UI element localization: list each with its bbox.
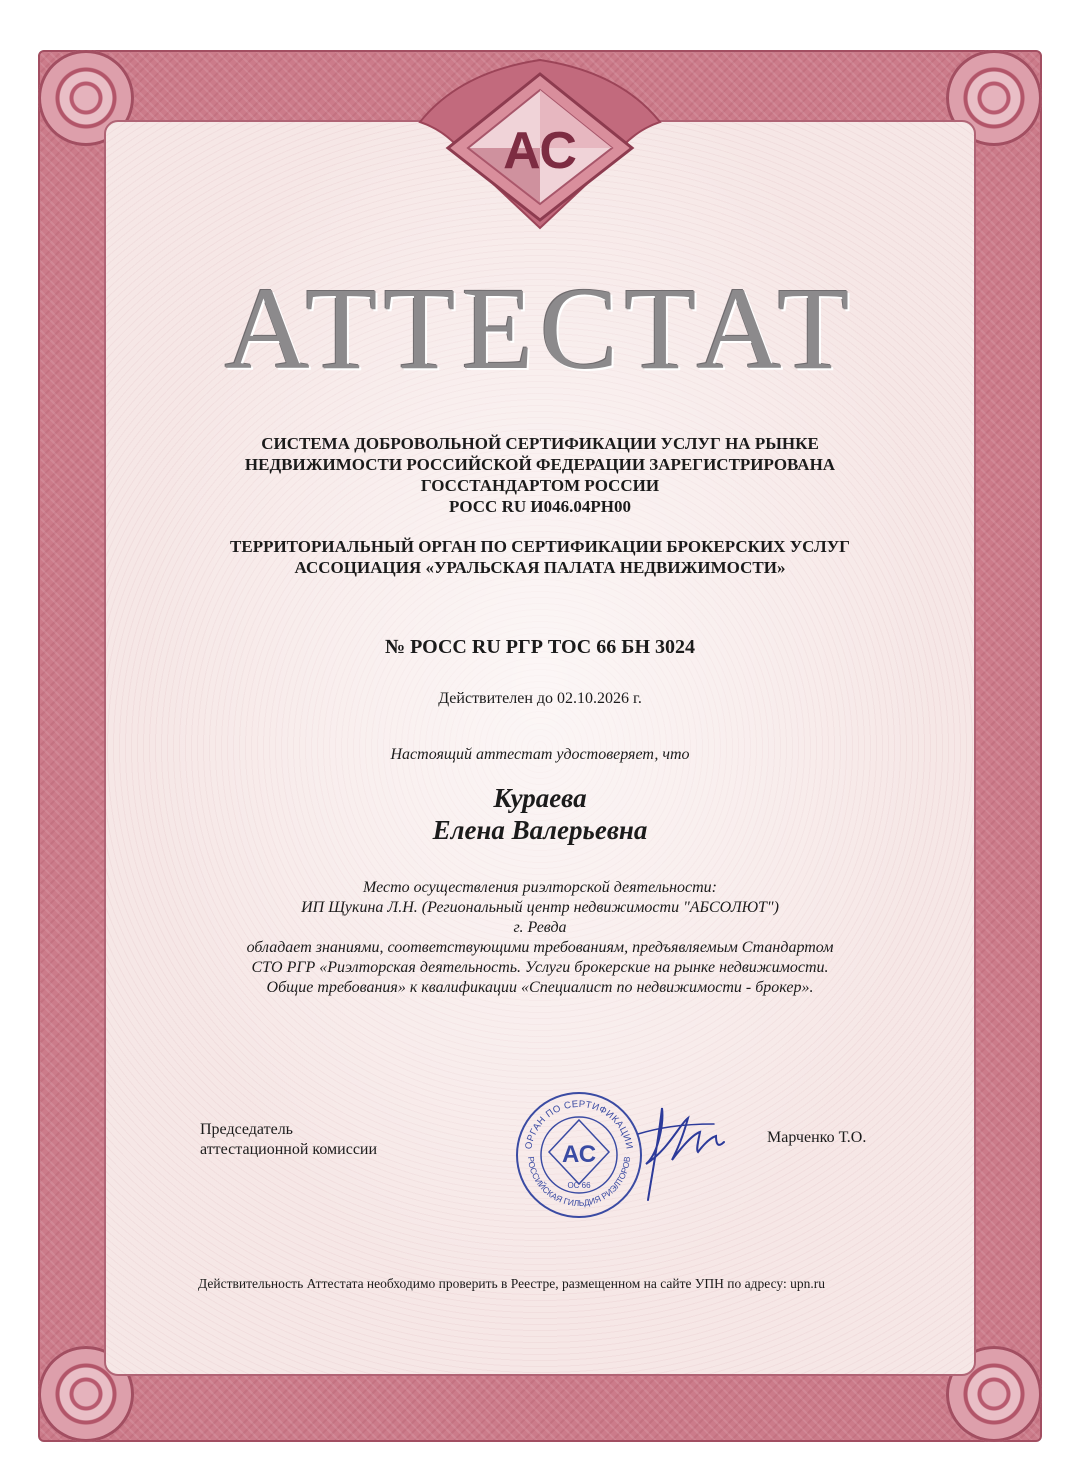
seal-code: ОС 66 bbox=[567, 1181, 591, 1190]
holder-given-names: Елена Валерьевна bbox=[432, 815, 648, 845]
validity-date: Действителен до 02.10.2026 г. bbox=[438, 690, 642, 707]
body-line: ИП Щукина Л.Н. (Региональный центр недвижимости "АБСОЛЮТ") bbox=[301, 899, 779, 916]
qualification-text bbox=[120, 878, 960, 998]
seal-letters: АС bbox=[561, 1141, 597, 1168]
body-line: СТО РГР «Риэлторская деятельность. Услуги брокерские на рынке недвижимости. bbox=[251, 959, 829, 976]
org-line: ТЕРРИТОРИАЛЬНЫЙ ОРГАН ПО СЕРТИФИКАЦИИ БРОКЕРСКИХ УСЛУГ bbox=[230, 537, 850, 556]
document-title: АТТЕСТАТ bbox=[224, 263, 856, 394]
emblem-letters: АС bbox=[503, 122, 577, 180]
system-line: СИСТЕМА ДОБРОВОЛЬНОЙ СЕРТИФИКАЦИИ УСЛУГ НА РЫНКЕ bbox=[261, 434, 819, 453]
seal-bottom-text: РОССИЙСКАЯ ГИЛЬДИЯ РИЭЛТОРОВ bbox=[525, 1156, 633, 1209]
holder-surname: Кураева bbox=[493, 783, 587, 813]
system-line: НЕДВИЖИМОСТИ РОССИЙСКОЙ ФЕДЕРАЦИИ ЗАРЕГИСТРИРОВАНА bbox=[244, 455, 836, 474]
certificate-number: № РОСС RU РГР ТОС 66 БН 3024 bbox=[384, 636, 696, 658]
registry-verification-note: Действительность Аттестата необходимо проверить в Реестре, размещенном на сайте УПН по адресу: upn.ru bbox=[198, 1276, 825, 1291]
signer-position bbox=[200, 1120, 440, 1160]
intro-text: Настоящий аттестат удостоверяет, что bbox=[390, 746, 690, 763]
handwritten-signature bbox=[618, 1094, 730, 1204]
body-line: Место осуществления риэлторской деятельности: bbox=[363, 879, 717, 896]
signer-name: Марченко Т.О. bbox=[767, 1129, 867, 1146]
system-registration-code: РОСС RU И046.04РН00 bbox=[449, 497, 631, 516]
as-emblem-logo bbox=[400, 52, 680, 234]
certification-body-block bbox=[120, 536, 960, 578]
org-line: АССОЦИАЦИЯ «УРАЛЬСКАЯ ПАЛАТА НЕДВИЖИМОСТИ» bbox=[294, 558, 786, 577]
system-line: ГОССТАНДАРТОМ РОССИИ bbox=[420, 476, 660, 495]
body-line: г. Ревда bbox=[513, 919, 567, 936]
signer-position-line: аттестационной комиссии bbox=[200, 1141, 378, 1158]
seal-top-text: ОРГАН ПО СЕРТИФИКАЦИИ bbox=[523, 1098, 635, 1151]
body-line: обладает знаниями, соответствующими требованиям, предъявляемым Стандартом bbox=[246, 939, 834, 956]
body-line: Общие требования» к квалификации «Специалист по недвижимости - брокер». bbox=[266, 979, 814, 996]
signer-position-line: Председатель bbox=[200, 1121, 293, 1138]
certification-system-block bbox=[120, 433, 960, 517]
